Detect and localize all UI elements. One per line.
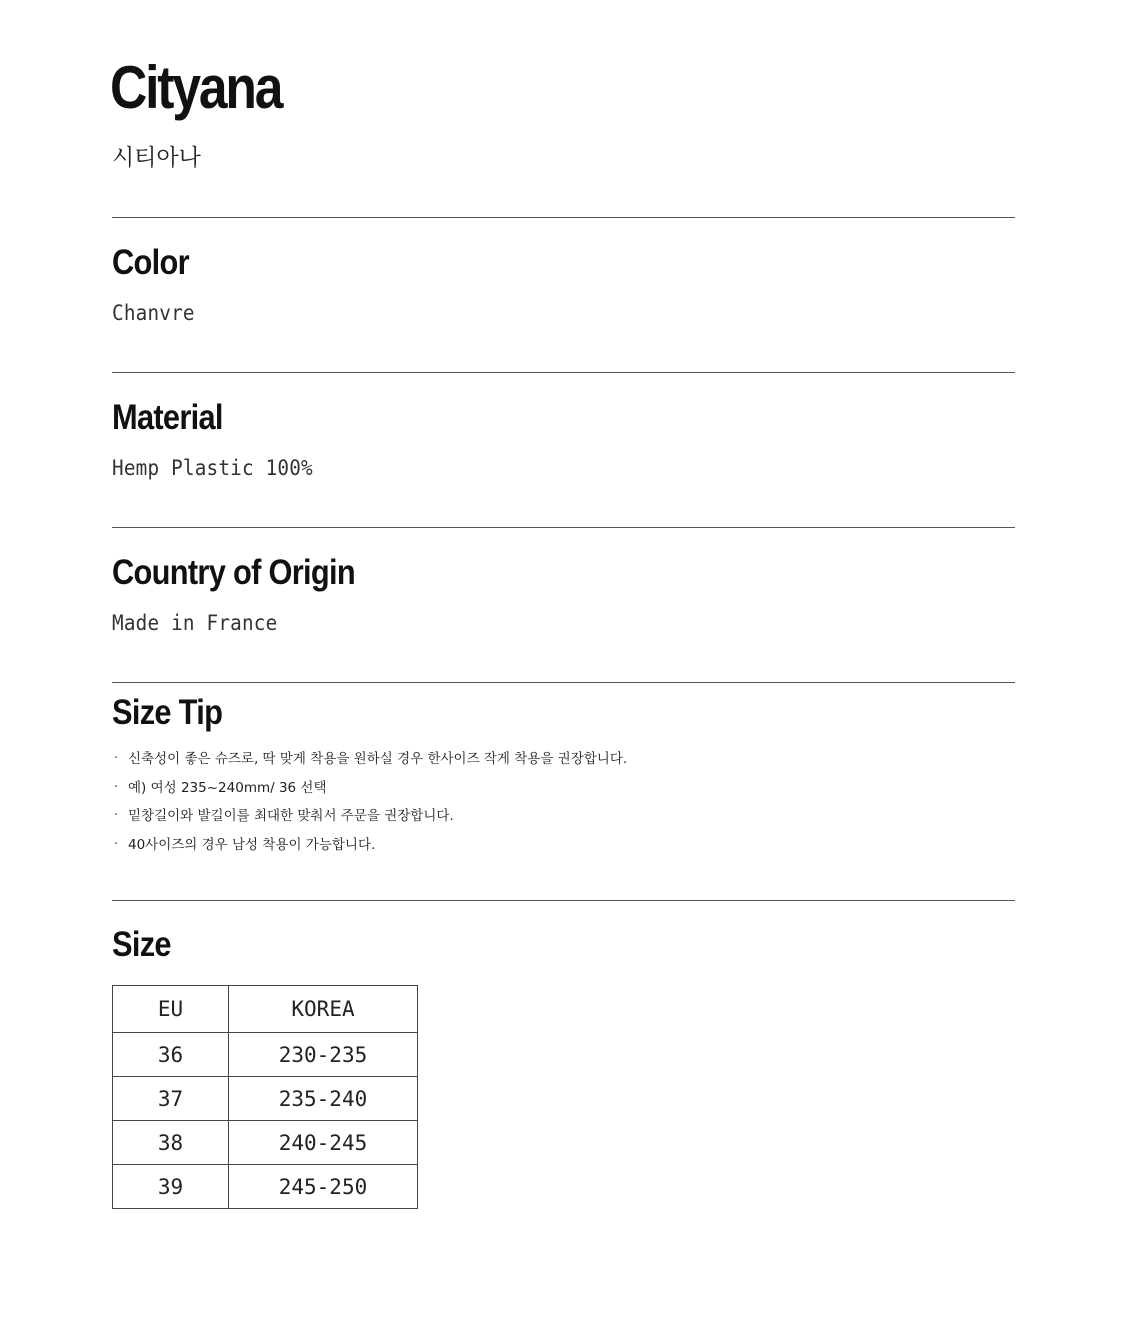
tip-text: 예) 여성 235~240mm/ 36 선택 — [128, 779, 327, 796]
bullet-icon: · — [114, 779, 119, 795]
korea-size-cell: 245-250 — [229, 1165, 418, 1209]
tip-text: 밑창길이와 발길이를 최대한 맞춰서 주문을 권장합니다. — [128, 808, 454, 824]
tip-text: 40사이즈의 경우 남성 착용이 가능합니다. — [128, 836, 376, 853]
table-row — [113, 1033, 418, 1077]
divider — [112, 372, 1015, 373]
eu-size-cell: 38 — [113, 1121, 229, 1165]
divider — [112, 217, 1015, 218]
tip-text: 신축성이 좋은 슈즈로, 딱 맞게 착용을 원하실 경우 한사이즈 작게 착용을 권장합니다. — [128, 751, 628, 767]
column-header-eu: EU — [113, 986, 229, 1033]
bullet-icon: · — [114, 751, 119, 766]
size-tip-list — [112, 745, 627, 859]
divider — [112, 900, 1015, 901]
origin-value: Made in France — [112, 611, 278, 635]
divider — [112, 527, 1015, 528]
table-row — [113, 1077, 418, 1121]
eu-size-cell: 36 — [113, 1033, 229, 1077]
size-tip-heading: Size Tip — [112, 693, 223, 732]
list-item — [112, 745, 627, 774]
material-value: Hemp Plastic 100% — [112, 456, 313, 480]
size-heading: Size — [112, 925, 171, 964]
origin-heading: Country of Origin — [112, 553, 355, 592]
list-item — [112, 774, 627, 803]
size-table — [112, 985, 418, 1209]
list-item — [112, 802, 627, 831]
eu-size-cell: 37 — [113, 1077, 229, 1121]
korea-size-cell: 230-235 — [229, 1033, 418, 1077]
table-row — [113, 1165, 418, 1209]
list-item — [112, 831, 627, 860]
color-value: Chanvre — [112, 301, 195, 325]
brand-korean-name: 시티아나 — [112, 145, 201, 171]
bullet-icon: · — [114, 836, 119, 852]
column-header-korea: KOREA — [229, 986, 418, 1033]
korea-size-cell: 235-240 — [229, 1077, 418, 1121]
eu-size-cell: 39 — [113, 1165, 229, 1209]
bullet-icon: · — [114, 808, 119, 823]
material-heading: Material — [112, 398, 223, 437]
table-row — [113, 1121, 418, 1165]
divider — [112, 682, 1015, 683]
table-header-row — [113, 986, 418, 1033]
color-heading: Color — [112, 243, 189, 282]
brand-title: Cityana — [110, 54, 282, 121]
korea-size-cell: 240-245 — [229, 1121, 418, 1165]
